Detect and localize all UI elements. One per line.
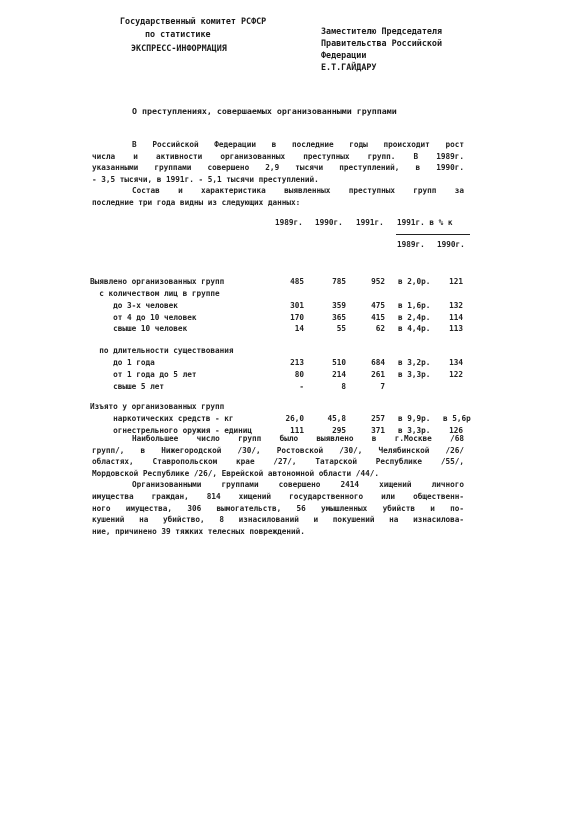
table-cell-c3: 371 bbox=[371, 426, 385, 435]
table-cell-c3: 62 bbox=[375, 324, 385, 333]
table-row-label: до 1 года bbox=[90, 358, 155, 367]
agency-name: Государственный комитет РСФСР bbox=[120, 16, 267, 26]
outro-line: групп/, в Нижегородской /30/, Ростовской /30/, Челябинской /26/ bbox=[92, 445, 464, 455]
table-cell-ratio-1989: в 2,4р. bbox=[398, 313, 431, 322]
table-cell-c1: 26,0 bbox=[285, 414, 304, 423]
table-cell-ratio-1990: 121 bbox=[449, 277, 463, 286]
table-cell-c1: 485 bbox=[290, 277, 304, 286]
outro-line: кушений на убийство, 8 изнасилований и покушений на изнасилова- bbox=[92, 515, 464, 525]
recipient-line-2: Правительства Российской bbox=[321, 38, 443, 48]
outro-line: областях, Ставропольском крае /27/, Татарской Республике /55/, bbox=[92, 457, 464, 467]
table-cell-c1: 111 bbox=[290, 426, 304, 435]
recipient-name: Е.Т.ГАЙДАРУ bbox=[321, 62, 377, 72]
outro-line: Организованными группами совершено 2414 хищений личного bbox=[132, 480, 464, 490]
table-row-label: свыше 10 человек bbox=[90, 324, 188, 333]
intro-line: - 3,5 тысячи, в 1991г. - 5,1 тысячи преступлений. bbox=[92, 174, 319, 184]
table-cell-ratio-1990: в 5,6р bbox=[443, 414, 471, 423]
table-cell-c3: 684 bbox=[371, 358, 385, 367]
table-cell-c1: 213 bbox=[290, 358, 304, 367]
table-cell-c2: 785 bbox=[332, 277, 346, 286]
table-row-label: по длительности существования bbox=[90, 346, 234, 355]
agency-subtitle: по статистике bbox=[145, 29, 211, 39]
intro-line: указанными группами совершено 2,9 тысячи преступлений, в 1990г. bbox=[92, 163, 464, 173]
col-header-1990: 1990г. bbox=[315, 218, 343, 227]
table-cell-c1: - bbox=[299, 382, 304, 391]
recipient-line-3: Федерации bbox=[321, 50, 367, 60]
table-cell-c2: 55 bbox=[336, 324, 346, 333]
table-row-label: с количеством лиц в группе bbox=[90, 289, 220, 298]
table-cell-c2: 8 bbox=[341, 382, 346, 391]
table-cell-c2: 214 bbox=[332, 370, 346, 379]
table-row-label: Изъято у организованных групп bbox=[90, 402, 225, 411]
table-row-label: свыше 5 лет bbox=[90, 382, 165, 391]
col-header-1989: 1989г. bbox=[275, 218, 303, 227]
outro-paragraph bbox=[92, 433, 464, 537]
intro-line: Состав и характеристика выявленных преступных групп за bbox=[132, 186, 464, 196]
table-cell-c3: 261 bbox=[371, 370, 385, 379]
table-cell-ratio-1989: в 4,4р. bbox=[398, 324, 431, 333]
header-rule bbox=[396, 234, 470, 235]
col-header-1991: 1991г. bbox=[356, 218, 384, 227]
table-cell-c2: 295 bbox=[332, 426, 346, 435]
table-cell-ratio-1989: в 9,9р. bbox=[398, 414, 431, 423]
table-cell-c2: 365 bbox=[332, 313, 346, 322]
table-cell-ratio-1990: 132 bbox=[449, 301, 463, 310]
table-cell-c1: 170 bbox=[290, 313, 304, 322]
sub-header-1990: 1990г. bbox=[437, 240, 465, 249]
table-cell-ratio-1990: 114 bbox=[449, 313, 463, 322]
table-cell-c3: 475 bbox=[371, 301, 385, 310]
table-cell-ratio-1990: 134 bbox=[449, 358, 463, 367]
recipient-line-1: Заместителю Председателя bbox=[321, 26, 443, 36]
table-cell-c1: 301 bbox=[290, 301, 304, 310]
table-cell-ratio-1989: в 2,0р. bbox=[398, 277, 431, 286]
table-cell-ratio-1989: в 3,2р. bbox=[398, 358, 431, 367]
table-row-label: наркотических средств - кг bbox=[90, 414, 234, 423]
table-cell-c3: 7 bbox=[380, 382, 385, 391]
table-cell-c2: 45,8 bbox=[327, 414, 346, 423]
intro-paragraph bbox=[92, 139, 464, 209]
intro-line: В Российской Федерации в последние годы происходит рост bbox=[132, 140, 464, 149]
table-cell-ratio-1990: 126 bbox=[449, 426, 463, 435]
outro-line: ние, причинено 39 тяжких телесных повреждений. bbox=[92, 526, 305, 536]
table-row-label: Выявлено организованных групп bbox=[90, 277, 225, 286]
table-cell-c1: 80 bbox=[294, 370, 304, 379]
table-row-label: от 4 до 10 человек bbox=[90, 313, 197, 322]
table-cell-ratio-1989: в 3,3р. bbox=[398, 370, 431, 379]
table-cell-c3: 257 bbox=[371, 414, 385, 423]
table-cell-c3: 415 bbox=[371, 313, 385, 322]
table-cell-c1: 14 bbox=[294, 324, 304, 333]
table-cell-ratio-1990: 113 bbox=[449, 324, 463, 333]
table-cell-ratio-1990: 122 bbox=[449, 370, 463, 379]
table-cell-c2: 510 bbox=[332, 358, 346, 367]
table-cell-ratio-1989: в 1,6р. bbox=[398, 301, 431, 310]
table-cell-ratio-1989: в 3,3р. bbox=[398, 426, 431, 435]
col-header-1991-pct: 1991г. в % к bbox=[397, 218, 453, 227]
document-title: О преступлениях, совершаемых организованными группами bbox=[132, 106, 397, 116]
outro-line: ного имущества, 306 вымогательств, 56 умышленных убийств и по- bbox=[92, 503, 464, 513]
table-row-label: до 3-х человек bbox=[90, 301, 178, 310]
outro-line: имущества граждан, 814 хищений государственного или общественн- bbox=[92, 491, 464, 501]
intro-line: числа и активности организованных преступных групп. В 1989г. bbox=[92, 151, 464, 161]
document-type: ЭКСПРЕСС-ИНФОРМАЦИЯ bbox=[131, 43, 227, 53]
table-row-label: огнестрельного оружия - единиц bbox=[90, 426, 252, 435]
table-cell-c2: 359 bbox=[332, 301, 346, 310]
outro-line: Наибольшее число групп было выявлено в г.Москве /68 bbox=[132, 434, 464, 443]
table-row-label: от 1 года до 5 лет bbox=[90, 370, 197, 379]
table-cell-c3: 952 bbox=[371, 277, 385, 286]
intro-line: последние три года видны из следующих данных: bbox=[92, 197, 301, 207]
outro-line: Мордовской Республике /26/, Еврейской автономной области /44/. bbox=[92, 468, 379, 478]
sub-header-1989: 1989г. bbox=[397, 240, 425, 249]
